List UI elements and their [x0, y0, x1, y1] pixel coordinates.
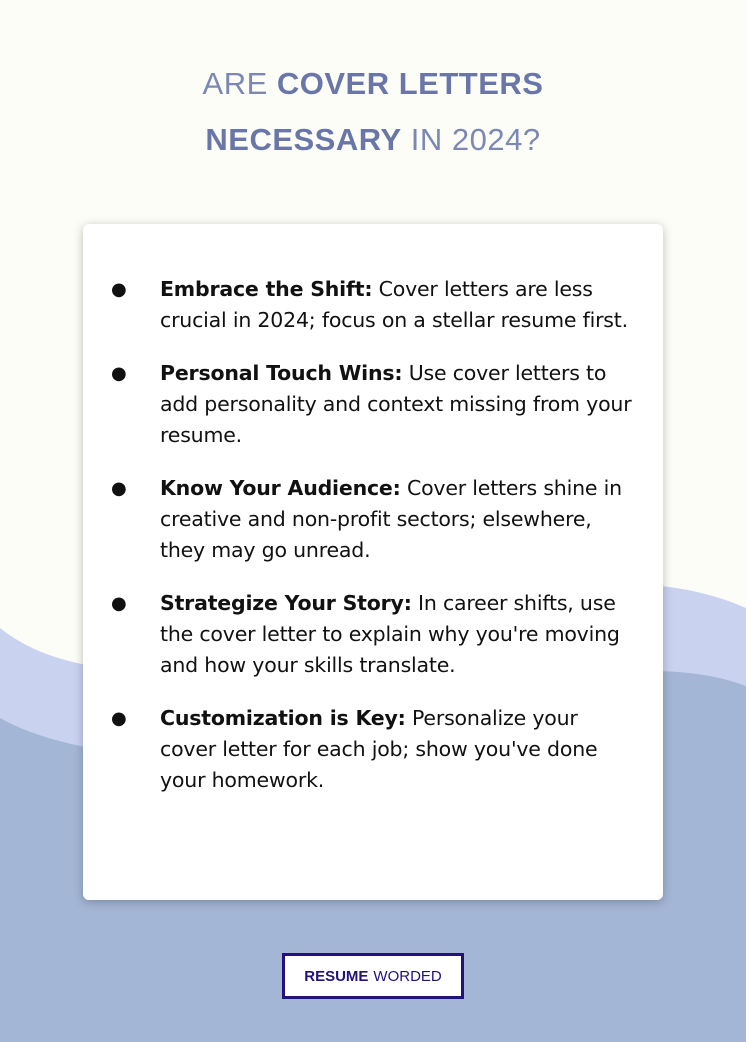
tips-list: [83, 274, 663, 818]
tip-know-your-audience: [83, 473, 663, 566]
title-are: ARE: [202, 66, 277, 101]
bullet-icon: ●: [111, 478, 127, 499]
resume-worded-logo: [282, 953, 464, 999]
tip-strategize-your-story: [83, 588, 663, 681]
title-in-2024: IN 2024?: [401, 122, 541, 157]
bullet-icon: ●: [111, 593, 127, 614]
tip-text: Personalize your cover letter for each job; show you've done your homework.: [160, 706, 598, 792]
logo-worded: WORDED: [373, 967, 442, 985]
title-cover-letters: COVER LETTERS: [276, 66, 544, 101]
title-line-2: [0, 112, 746, 168]
title-necessary: NECESSARY: [205, 122, 402, 157]
bullet-icon: ●: [111, 708, 127, 729]
bullet-icon: ●: [111, 363, 127, 384]
page-title: [0, 56, 746, 168]
tip-title: Embrace the Shift:: [160, 277, 373, 301]
tip-customization-is-key: [83, 703, 663, 796]
tip-text: Use cover letters to add personality and context missing from your resume.: [160, 361, 632, 447]
tip-title: Know Your Audience:: [160, 476, 401, 500]
bullet-icon: ●: [111, 279, 127, 300]
tip-personal-touch-wins: [83, 358, 663, 451]
tips-card: [83, 224, 663, 900]
tip-text: In career shifts, use the cover letter to explain why you're moving and how your skills translate.: [160, 591, 620, 677]
tip-title: Customization is Key:: [160, 706, 406, 730]
tip-title: Personal Touch Wins:: [160, 361, 403, 385]
tip-title: Strategize Your Story:: [160, 591, 412, 615]
tip-text: Cover letters shine in creative and non-profit sectors; elsewhere, they may go unread.: [160, 476, 622, 562]
logo-resume: RESUME: [304, 967, 369, 985]
tip-text: Cover letters are less crucial in 2024; focus on a stellar resume first.: [160, 277, 628, 332]
tip-embrace-the-shift: [83, 274, 663, 336]
title-line-1: [0, 56, 746, 112]
